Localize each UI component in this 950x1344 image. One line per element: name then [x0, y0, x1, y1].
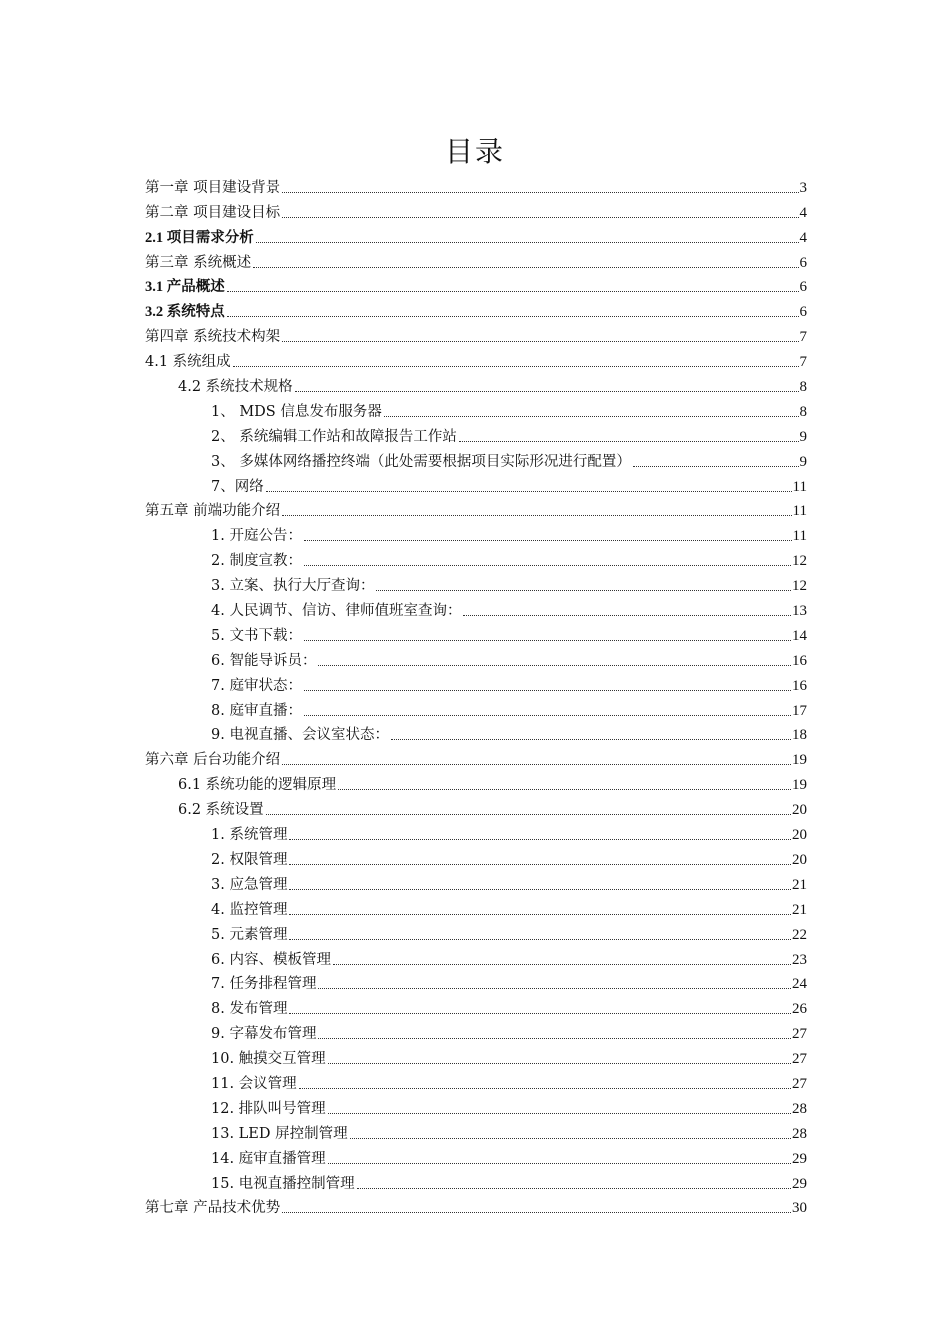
toc-entry-page-number: 27: [792, 1075, 807, 1092]
toc-entry-label: 2. 权限管理: [211, 851, 288, 868]
toc-dot-leader: [289, 864, 791, 865]
toc-entry-label: 12. 排队叫号管理: [211, 1100, 326, 1117]
toc-dot-leader: [282, 1212, 791, 1213]
toc-dot-leader: [633, 466, 799, 467]
toc-entry-page-number: 11: [792, 478, 807, 495]
toc-entry-page-number: 20: [792, 851, 807, 868]
toc-entry-page-number: 8: [799, 379, 807, 396]
toc-entry-page-number: 7: [799, 354, 807, 371]
toc-entry[interactable]: [0, 324, 950, 349]
toc-entry-label: 5. 文书下载：: [211, 627, 302, 644]
toc-entry-page-number: 12: [792, 553, 807, 570]
toc-entry[interactable]: [0, 947, 950, 972]
toc-entry-label: 3. 立案、执行大厅查询：: [211, 578, 375, 595]
toc-entry-page-number: 19: [792, 777, 807, 794]
toc-entry-label: 8. 发布管理: [211, 1001, 288, 1018]
toc-entry[interactable]: [0, 772, 950, 797]
toc-entry[interactable]: [0, 1046, 950, 1071]
toc-entry[interactable]: [0, 523, 950, 548]
toc-entry-page-number: 21: [792, 876, 807, 893]
toc-dot-leader: [333, 964, 791, 965]
toc-title: 目录: [444, 135, 505, 168]
toc-entry-page-number: 27: [792, 1051, 807, 1068]
toc-dot-leader: [289, 914, 791, 915]
toc-entry-label: 7. 庭审状态：: [211, 677, 302, 694]
toc-entry-label: 9. 电视直播、会议室状态：: [211, 727, 389, 744]
toc-entry-page-number: 30: [792, 1200, 807, 1217]
toc-list: [0, 175, 950, 1220]
toc-dot-leader: [256, 242, 799, 243]
toc-dot-leader: [289, 1013, 791, 1014]
toc-entry-page-number: 4: [799, 229, 807, 246]
toc-entry-label: 6. 智能导诉员：: [211, 652, 317, 669]
toc-entry[interactable]: [0, 474, 950, 499]
toc-entry[interactable]: [0, 1096, 950, 1121]
toc-dot-leader: [357, 1188, 791, 1189]
toc-entry-label: 7、网络: [211, 478, 264, 495]
toc-entry[interactable]: [0, 1121, 950, 1146]
toc-entry[interactable]: [0, 374, 950, 399]
toc-entry[interactable]: [0, 872, 950, 897]
toc-entry-label: 第七章 产品技术优势: [145, 1200, 281, 1217]
toc-entry-page-number: 11: [792, 528, 807, 545]
toc-entry-page-number: 18: [792, 727, 807, 744]
toc-entry[interactable]: [0, 922, 950, 947]
toc-entry[interactable]: [0, 449, 950, 474]
toc-dot-leader: [318, 988, 791, 989]
toc-entry[interactable]: [0, 747, 950, 772]
toc-entry-page-number: 12: [792, 578, 807, 595]
toc-dot-leader: [328, 1063, 791, 1064]
toc-entry-label: 第四章 系统技术构架: [145, 329, 281, 346]
toc-entry-page-number: 9: [799, 428, 807, 445]
toc-entry-label: 1、 MDS 信息发布服务器: [211, 403, 382, 420]
toc-entry-label: 9. 字幕发布管理: [211, 1026, 317, 1043]
toc-dot-leader: [289, 889, 791, 890]
toc-entry-label: 3.1 产品概述: [145, 279, 225, 296]
toc-entry-page-number: 16: [792, 652, 807, 669]
toc-entry[interactable]: [0, 996, 950, 1021]
toc-entry-label: 2. 制度宣教：: [211, 553, 302, 570]
toc-dot-leader: [304, 565, 791, 566]
toc-entry-page-number: 19: [792, 752, 807, 769]
toc-entry[interactable]: [0, 499, 950, 524]
toc-entry-label: 1. 开庭公告：: [211, 528, 302, 545]
toc-dot-leader: [282, 764, 791, 765]
toc-dot-leader: [227, 316, 799, 317]
toc-entry-label: 第五章 前端功能介绍: [145, 503, 281, 520]
toc-entry-label: 10. 触摸交互管理: [211, 1051, 326, 1068]
toc-entry-label: 1. 系统管理: [211, 827, 288, 844]
toc-dot-leader: [318, 665, 791, 666]
toc-entry[interactable]: [0, 1171, 950, 1196]
toc-entry-label: 第六章 后台功能介绍: [145, 752, 281, 769]
toc-entry[interactable]: [0, 399, 950, 424]
toc-dot-leader: [266, 491, 792, 492]
toc-entry-label: 6.1 系统功能的逻辑原理: [178, 777, 337, 794]
toc-entry[interactable]: [0, 598, 950, 623]
toc-entry-label: 6. 内容、模板管理: [211, 951, 331, 968]
toc-entry-page-number: 16: [792, 677, 807, 694]
toc-entry-page-number: 27: [792, 1026, 807, 1043]
toc-dot-leader: [299, 1088, 791, 1089]
toc-entry-page-number: 8: [799, 403, 807, 420]
toc-entry-page-number: 17: [792, 702, 807, 719]
toc-entry-label: 2.1 项目需求分析: [145, 229, 254, 246]
toc-entry[interactable]: [0, 225, 950, 250]
toc-entry-page-number: 6: [799, 254, 807, 271]
toc-entry[interactable]: [0, 972, 950, 997]
toc-entry-label: 3、 多媒体网络播控终端（此处需要根据项目实际形况进行配置）: [211, 453, 631, 470]
toc-dot-leader: [282, 515, 791, 516]
toc-entry-label: 6.2 系统设置: [178, 802, 264, 819]
toc-entry-page-number: 6: [799, 304, 807, 321]
toc-dot-leader: [304, 690, 791, 691]
toc-entry-label: 第三章 系统概述: [145, 254, 252, 271]
toc-entry-label: 第一章 项目建设背景: [145, 179, 281, 196]
toc-dot-leader: [338, 789, 791, 790]
toc-entry[interactable]: [0, 623, 950, 648]
toc-entry[interactable]: [0, 673, 950, 698]
toc-entry[interactable]: [0, 548, 950, 573]
toc-dot-leader: [350, 1138, 791, 1139]
toc-entry-page-number: 6: [799, 279, 807, 296]
toc-entry[interactable]: [0, 648, 950, 673]
toc-entry-page-number: 7: [799, 329, 807, 346]
toc-entry-page-number: 4: [799, 204, 807, 221]
toc-entry-page-number: 13: [792, 603, 807, 620]
toc-entry[interactable]: [0, 723, 950, 748]
toc-entry[interactable]: [0, 200, 950, 225]
toc-dot-leader: [304, 640, 791, 641]
toc-entry[interactable]: [0, 299, 950, 324]
toc-dot-leader: [459, 441, 799, 442]
toc-dot-leader: [282, 217, 798, 218]
toc-entry-page-number: 24: [792, 976, 807, 993]
toc-entry-label: 15. 电视直播控制管理: [211, 1175, 355, 1192]
toc-entry[interactable]: [0, 797, 950, 822]
toc-entry-label: 4.1 系统组成: [145, 354, 231, 371]
toc-entry-page-number: 11: [792, 503, 807, 520]
toc-entry-page-number: 21: [792, 901, 807, 918]
toc-entry-label: 第二章 项目建设目标: [145, 204, 281, 221]
toc-entry-label: 11. 会议管理: [211, 1075, 297, 1092]
toc-entry-label: 13. LED 屏控制管理: [211, 1125, 348, 1142]
toc-entry-label: 3.2 系统特点: [145, 304, 225, 321]
toc-entry[interactable]: [0, 1146, 950, 1171]
toc-entry[interactable]: [0, 1021, 950, 1046]
toc-dot-leader: [253, 267, 798, 268]
toc-entry-page-number: 3: [799, 179, 807, 196]
toc-dot-leader: [328, 1163, 791, 1164]
toc-entry[interactable]: [0, 897, 950, 922]
toc-entry[interactable]: [0, 250, 950, 275]
toc-dot-leader: [376, 590, 791, 591]
toc-entry-label: 8. 庭审直播：: [211, 702, 302, 719]
toc-entry[interactable]: [0, 1071, 950, 1096]
toc-entry-page-number: 29: [792, 1175, 807, 1192]
toc-dot-leader: [266, 814, 791, 815]
toc-entry-page-number: 14: [792, 627, 807, 644]
toc-dot-leader: [384, 416, 799, 417]
toc-dot-leader: [318, 1038, 791, 1039]
toc-entry[interactable]: [0, 424, 950, 449]
toc-entry-label: 14. 庭审直播管理: [211, 1150, 326, 1167]
toc-dot-leader: [289, 839, 791, 840]
toc-entry-label: 7. 任务排程管理: [211, 976, 317, 993]
toc-entry-page-number: 28: [792, 1100, 807, 1117]
toc-dot-leader: [295, 391, 799, 392]
toc-entry-page-number: 22: [792, 926, 807, 943]
toc-dot-leader: [304, 540, 792, 541]
toc-dot-leader: [328, 1113, 791, 1114]
toc-entry-page-number: 26: [792, 1001, 807, 1018]
toc-entry-label: 3. 应急管理: [211, 876, 288, 893]
toc-entry-label: 2、 系统编辑工作站和故障报告工作站: [211, 428, 457, 445]
toc-entry[interactable]: [0, 698, 950, 723]
toc-entry-label: 4. 人民调节、信访、律师值班室查询：: [211, 603, 462, 620]
toc-entry[interactable]: [0, 822, 950, 847]
toc-entry-page-number: 20: [792, 827, 807, 844]
toc-dot-leader: [391, 739, 791, 740]
toc-dot-leader: [463, 615, 791, 616]
toc-dot-leader: [304, 715, 791, 716]
toc-dot-leader: [289, 939, 791, 940]
toc-dot-leader: [227, 291, 799, 292]
toc-entry-page-number: 28: [792, 1125, 807, 1142]
toc-entry-page-number: 29: [792, 1150, 807, 1167]
toc-dot-leader: [282, 341, 798, 342]
toc-entry-page-number: 9: [799, 453, 807, 470]
toc-entry[interactable]: [0, 349, 950, 374]
toc-entry-label: 5. 元素管理: [211, 926, 288, 943]
toc-entry[interactable]: [0, 847, 950, 872]
toc-entry-label: 4.2 系统技术规格: [178, 379, 293, 396]
toc-entry[interactable]: [0, 1196, 950, 1221]
toc-entry[interactable]: [0, 573, 950, 598]
toc-dot-leader: [233, 366, 799, 367]
toc-dot-leader: [282, 192, 798, 193]
toc-entry[interactable]: [0, 275, 950, 300]
toc-entry[interactable]: [0, 175, 950, 200]
toc-entry-page-number: 20: [792, 802, 807, 819]
toc-entry-label: 4. 监控管理: [211, 901, 288, 918]
toc-entry-page-number: 23: [792, 951, 807, 968]
